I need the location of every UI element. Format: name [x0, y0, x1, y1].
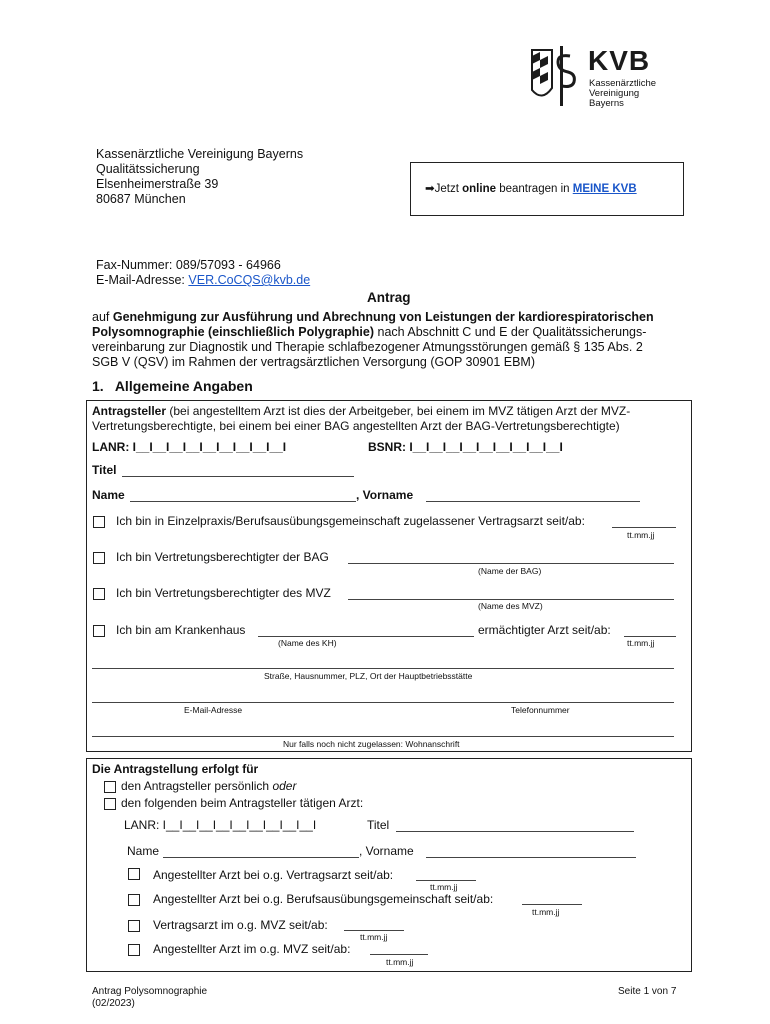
sub4-date-input[interactable] — [370, 954, 428, 955]
footer-date: (02/2023) — [92, 998, 135, 1009]
email-label: E-Mail-Adresse: — [96, 273, 189, 287]
sub3-date-input[interactable] — [344, 930, 404, 931]
footer-page: Seite 1 von 7 — [618, 986, 677, 997]
meine-kvb-link[interactable]: MEINE KVB — [572, 183, 637, 195]
online-prefix: Jetzt — [434, 183, 463, 195]
option-krankenhaus-label: Ich bin am Krankenhaus — [116, 623, 246, 637]
einzelpraxis-date-input[interactable] — [612, 527, 676, 528]
sub3-label: Vertragsarzt im o.g. MVZ seit/ab: — [153, 918, 328, 932]
applicant-description: Antragsteller (bei angestelltem Arzt ist dies der Arbeitgeber, bei einem im MVZ tätigen Arzt der MVZ- Vertretungsberechtigte, bei einem bei einer BAG angestellten Arzt der BAG-Vertretungsberechtigte) — [92, 404, 631, 433]
date-hint: tt.mm.jj — [430, 882, 458, 892]
intro-text: auf Genehmigung zur Ausführung und Abrechnung von Leistungen der kardiorespiratorischen Polysomnographie (einschließlich Polygraphie) nach Abschnitt C und E der Qualitätssicherungs- vereinbarung zur Diagnostik und Therapie schlafbezogener Atmungsstörungen gemäß § 135 Abs. 2 SGB V (QSV) im Rahmen der vertragsärztlichen Versorgung (GOP 30901 EBM) — [92, 310, 654, 369]
checkbox-folgender-arzt[interactable] — [104, 798, 116, 810]
online-bold: online — [462, 183, 496, 195]
krankenhaus-date-input[interactable] — [624, 636, 676, 637]
section2-name-input[interactable] — [163, 857, 359, 858]
sub1-date-input[interactable] — [416, 880, 476, 881]
home-address-input[interactable] — [92, 736, 674, 737]
address-line: Elsenheimerstraße 39 — [96, 177, 219, 191]
address-line: 80687 München — [96, 192, 186, 206]
checkbox-krankenhaus[interactable] — [93, 625, 105, 637]
sub1-label: Angestellter Arzt bei o.g. Vertragsarzt seit/ab: — [153, 868, 394, 882]
contact-input[interactable] — [92, 702, 674, 703]
checkbox-angestellt-vertragsarzt[interactable] — [128, 868, 140, 880]
date-hint: tt.mm.jj — [360, 932, 388, 942]
address-line: Kassenärztliche Vereinigung Bayerns — [96, 147, 304, 161]
email-hint: E-Mail-Adresse — [184, 705, 243, 715]
section2-titel-input[interactable] — [396, 831, 634, 832]
footer-doc-name: Antrag Polysomnographie — [92, 986, 208, 997]
checkbox-angestellt-mvz[interactable] — [128, 944, 140, 956]
option-folgender-arzt-label: den folgenden beim Antragsteller tätigen Arzt: — [121, 796, 364, 810]
section2-lanr-field[interactable]: LANR: I__I__I__I__I__I__I__I__I__I — [124, 818, 317, 832]
krankenhaus-rest-label: ermächtigter Arzt seit/ab: — [478, 623, 611, 637]
titel-label: Titel — [92, 463, 117, 477]
titel-input[interactable] — [122, 476, 354, 477]
checkbox-bag[interactable] — [93, 552, 105, 564]
section-2-heading: Die Antragstellung erfolgt für — [92, 762, 259, 776]
kvb-emblem-icon — [528, 44, 584, 108]
bag-name-hint: (Name der BAG) — [478, 566, 542, 576]
bsnr-field[interactable]: BSNR: I__I__I__I__I__I__I__I__I__I — [368, 440, 563, 454]
online-apply-box — [410, 162, 684, 216]
arrow-right-icon: ➡ — [425, 183, 435, 195]
option-persoenlich-label: den Antragsteller persönlich oder — [121, 779, 297, 793]
address-line: Qualitätssicherung — [96, 162, 200, 176]
street-hint: Straße, Hausnummer, PLZ, Ort der Hauptbetriebsstätte — [264, 671, 473, 681]
date-hint: tt.mm.jj — [386, 957, 414, 967]
section2-titel-label: Titel — [367, 818, 390, 832]
bag-name-input[interactable] — [348, 563, 674, 564]
sub2-date-input[interactable] — [522, 904, 582, 905]
krankenhaus-name-hint: (Name des KH) — [278, 638, 337, 648]
fax-number: Fax-Nummer: 089/57093 - 64966 — [96, 258, 281, 272]
sub4-label: Angestellter Arzt im o.g. MVZ seit/ab: — [153, 942, 351, 956]
kvb-logo — [528, 44, 668, 110]
checkbox-mvz[interactable] — [93, 588, 105, 600]
krankenhaus-name-input[interactable] — [258, 636, 474, 637]
checkbox-persoenlich[interactable] — [104, 781, 116, 793]
checkbox-vertragsarzt-mvz[interactable] — [128, 920, 140, 932]
sub2-label: Angestellter Arzt bei o.g. Berufsausübungsgemeinschaft seit/ab: — [153, 892, 494, 906]
mvz-name-hint: (Name des MVZ) — [478, 601, 543, 611]
online-middle: beantragen in — [496, 183, 573, 195]
date-hint: tt.mm.jj — [627, 638, 655, 648]
name-input[interactable] — [130, 501, 356, 502]
home-address-hint: Nur falls noch nicht zugelassen: Wohnanschrift — [283, 739, 460, 749]
kvb-wordmark: KVB — [588, 45, 651, 76]
kvb-name-line2: Vereinigung — [589, 88, 640, 99]
section2-name-label: Name — [127, 844, 160, 858]
section2-vorname-label: , Vorname — [359, 844, 414, 858]
lanr-field[interactable]: LANR: I__I__I__I__I__I__I__I__I__I — [92, 440, 287, 454]
mvz-name-input[interactable] — [348, 599, 674, 600]
kvb-name-line3: Bayerns — [589, 98, 624, 109]
street-input[interactable] — [92, 668, 674, 669]
option-einzelpraxis-label: Ich bin in Einzelpraxis/Berufsausübungsgemeinschaft zugelassener Vertragsarzt seit/ab: — [116, 514, 585, 528]
section2-vorname-input[interactable] — [426, 857, 636, 858]
recipient-address — [96, 147, 303, 207]
vorname-input[interactable] — [426, 501, 640, 502]
vorname-label: , Vorname — [356, 488, 414, 502]
email-line — [96, 273, 310, 288]
option-bag-label: Ich bin Vertretungsberechtigter der BAG — [116, 550, 329, 564]
section-1-heading: 1. Allgemeine Angaben — [92, 378, 253, 394]
date-hint: tt.mm.jj — [532, 907, 560, 917]
email-link[interactable]: VER.CoCQS@kvb.de — [188, 273, 311, 287]
phone-hint: Telefonnummer — [511, 705, 570, 715]
checkbox-angestellt-bag[interactable] — [128, 894, 140, 906]
checkbox-einzelpraxis[interactable] — [93, 516, 105, 528]
date-hint: tt.mm.jj — [627, 530, 655, 540]
kvb-name-line1: Kassenärztliche — [589, 78, 657, 89]
option-mvz-label: Ich bin Vertretungsberechtigter des MVZ — [116, 586, 331, 600]
name-label: Name — [92, 488, 125, 502]
document-title: Antrag — [367, 290, 411, 305]
